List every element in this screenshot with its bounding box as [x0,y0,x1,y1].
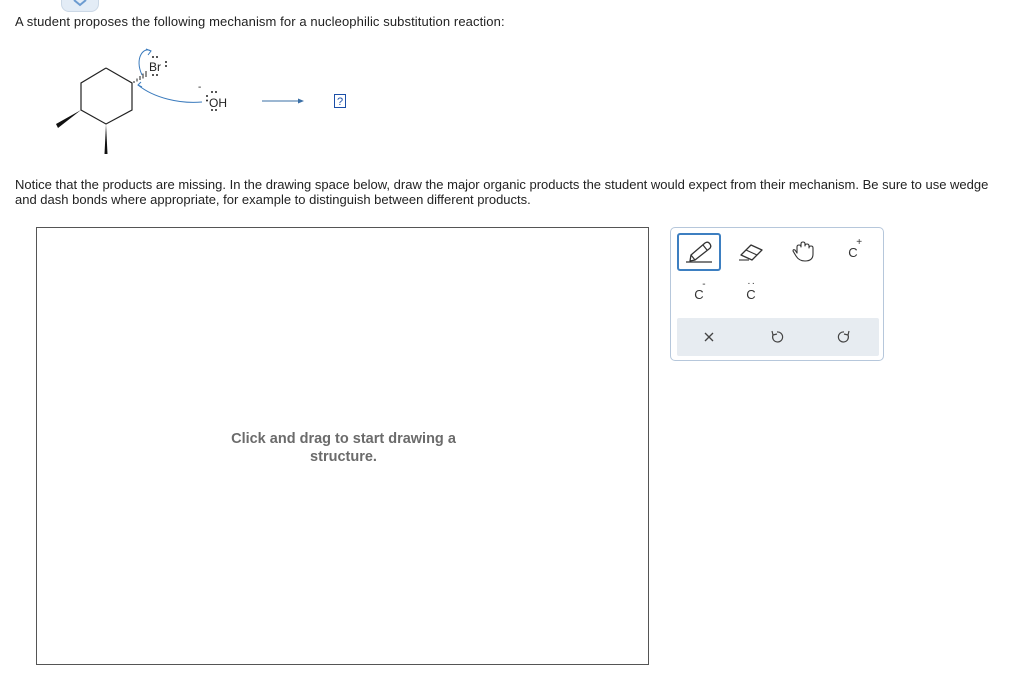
redo-button[interactable] [822,318,866,356]
wedge-bond-methyl-1 [56,110,81,128]
positive-charge-icon: C + [848,236,863,260]
lone-pair-icon: C ·· [746,277,756,302]
curved-arrow-nucleophile [138,85,202,102]
chevron-down-icon [73,0,87,7]
hydroxide-charge: - [198,82,202,93]
drawing-canvas[interactable] [36,227,649,665]
negative-charge-tool[interactable] [677,275,721,313]
missing-product-placeholder[interactable]: ? [334,94,346,108]
undo-icon [770,330,784,344]
clear-button[interactable] [687,318,731,356]
collapse-tab[interactable] [61,0,99,12]
bromine-atom: Br [149,60,161,74]
pencil-tool[interactable] [677,233,721,271]
undo-button[interactable] [755,318,799,356]
canvas-hint-line-1: Click and drag to start drawing a [231,431,456,447]
move-tool[interactable] [781,233,825,271]
canvas-hint [37,430,650,466]
reaction-scheme [50,38,370,168]
question-instructions: Notice that the products are missing. In the drawing space below, draw the major organic products the student would expect from their mechanism. Be sure to use wedge and dash bonds where appropriate, for example to distinguish between different products. [15,177,989,207]
eraser-icon [737,241,765,263]
drawing-toolbar [670,227,884,361]
lone-pair-tool[interactable] [729,275,773,313]
question-prompt: A student proposes the following mechanism for a nucleophilic substitution reaction: [15,14,505,29]
redo-icon [837,330,851,344]
cyclohexane-ring [81,68,132,124]
hydroxide-ion: OH [209,96,227,110]
close-icon [703,331,715,343]
eraser-tool[interactable] [729,233,773,271]
hand-icon [791,241,815,263]
positive-charge-tool[interactable] [831,233,875,271]
mechanism-diagram [50,38,370,168]
action-bar [677,318,879,356]
hash-bond-br [134,71,146,83]
negative-charge-icon: C - [694,278,706,302]
canvas-hint-line-2: structure. [310,449,377,465]
pencil-icon [684,241,714,263]
wedge-bond-methyl-2 [105,124,108,154]
